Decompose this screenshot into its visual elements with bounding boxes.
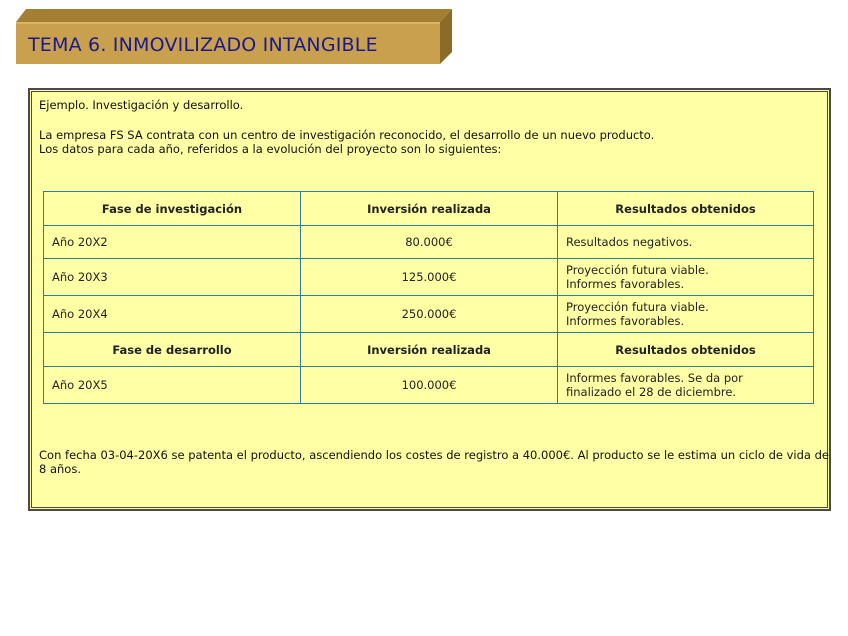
investment-cell: 125.000€: [301, 259, 558, 296]
header-cell: Resultados obtenidos: [558, 333, 814, 367]
description-line-1: La empresa FS SA contrata con un centro de investigación reconocido, el desarrollo de un nuevo producto.: [39, 128, 655, 142]
investment-cell: 80.000€: [301, 226, 558, 259]
result-cell: Proyección futura viable. Informes favorables.: [558, 259, 814, 296]
header-cell: Fase de investigación: [44, 192, 301, 226]
header-cell: Inversión realizada: [301, 333, 558, 367]
investment-cell: 100.000€: [301, 367, 558, 404]
result-cell: Proyección futura viable. Informes favorables.: [558, 296, 814, 333]
header-cell: Fase de desarrollo: [44, 333, 301, 367]
table-row: [44, 367, 814, 404]
header-cell: Inversión realizada: [301, 192, 558, 226]
result-cell: Resultados negativos.: [558, 226, 814, 259]
year-cell: Año 20X3: [44, 259, 301, 296]
example-heading: Ejemplo. Investigación y desarrollo.: [39, 98, 244, 112]
table-row: [44, 259, 814, 296]
year-cell: Año 20X2: [44, 226, 301, 259]
project-data-table: [43, 191, 814, 404]
year-cell: Año 20X5: [44, 367, 301, 404]
title-banner: [14, 8, 454, 66]
investment-cell: 250.000€: [301, 296, 558, 333]
result-cell: Informes favorables. Se da por finalizado el 28 de diciembre.: [558, 367, 814, 404]
header-cell: Resultados obtenidos: [558, 192, 814, 226]
year-cell: Año 20X4: [44, 296, 301, 333]
development-header-row: [44, 333, 814, 367]
patent-note: Con fecha 03-04-20X6 se patenta el producto, ascendiendo los costes de registro a 40.000€. Al producto se le estima un ciclo de vida de 8 años.: [39, 448, 829, 476]
table-row: [44, 296, 814, 333]
content-panel: [28, 88, 831, 511]
page-title: TEMA 6. INMOVILIZADO INTANGIBLE: [28, 34, 378, 56]
description-line-2: Los datos para cada año, referidos a la evolución del proyecto son lo siguientes:: [39, 142, 502, 156]
table-row: [44, 226, 814, 259]
research-header-row: [44, 192, 814, 226]
